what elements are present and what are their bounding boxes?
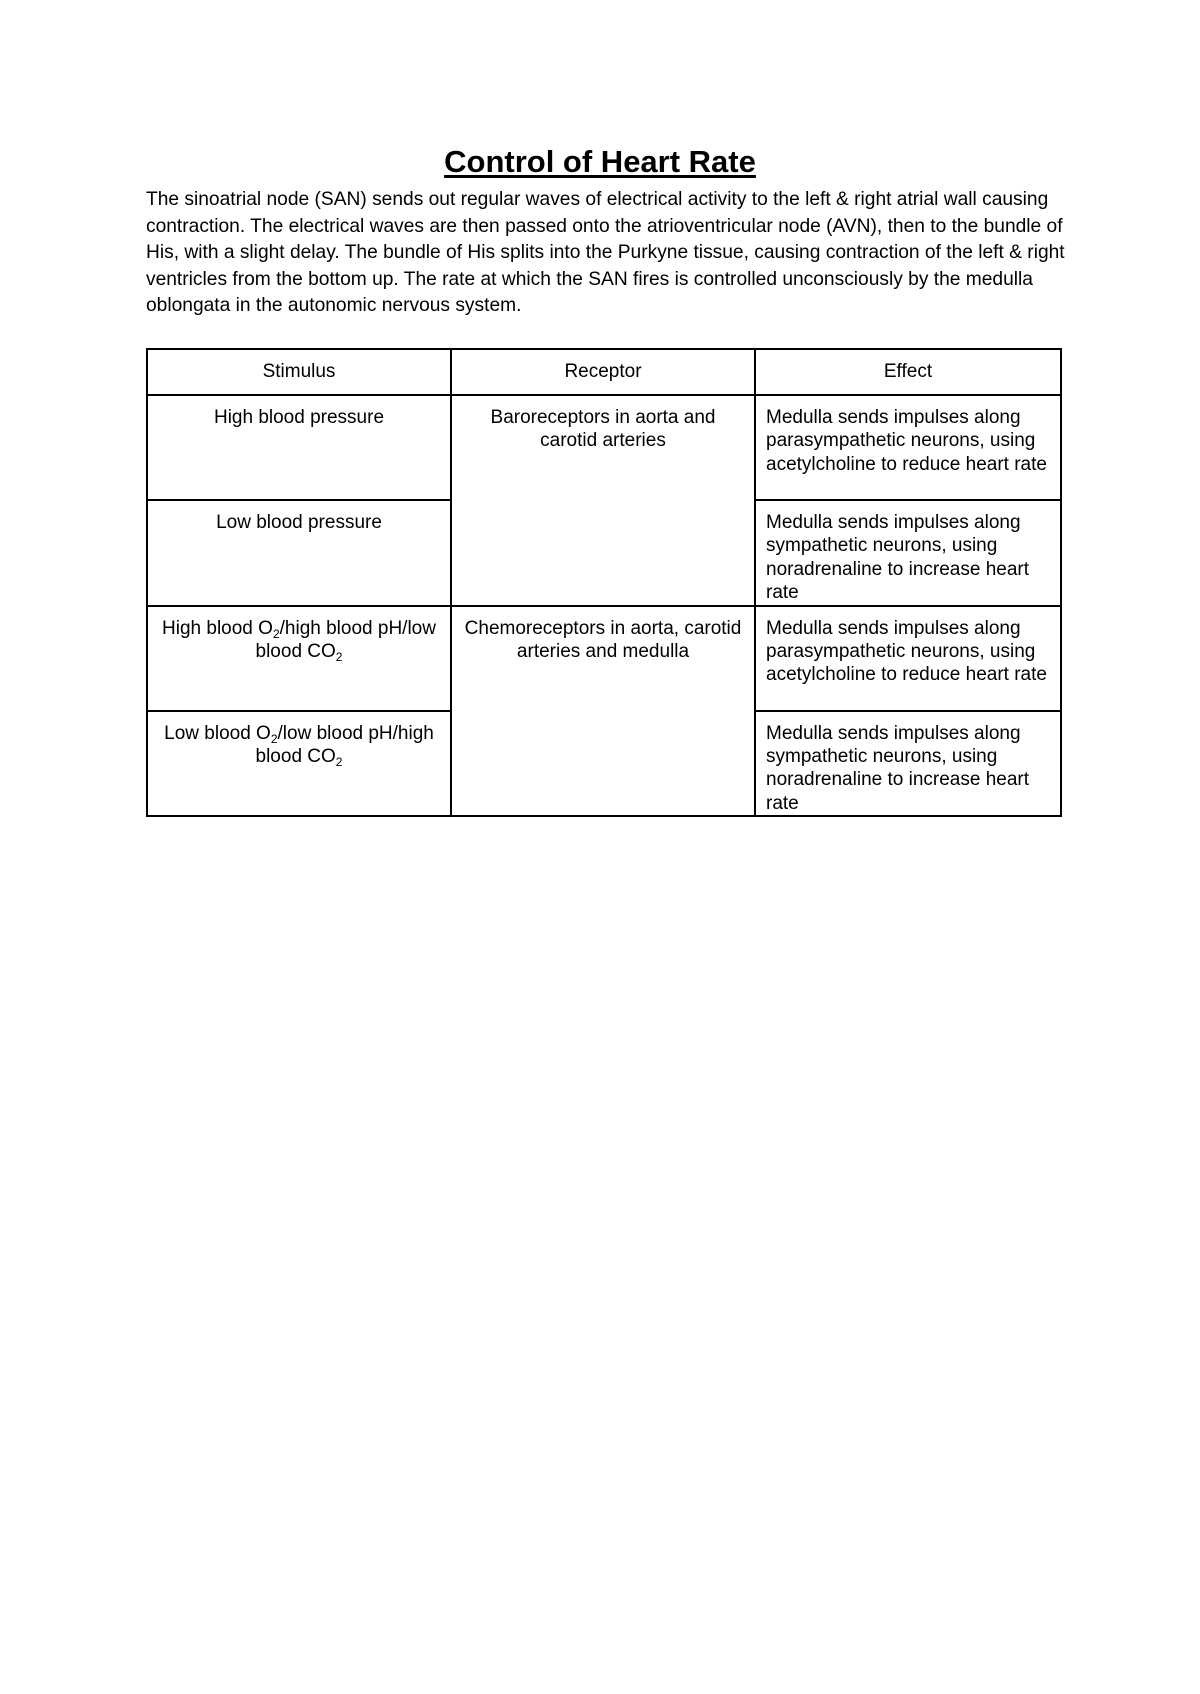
receptor-cell-chemoreceptors: Chemoreceptors in aorta, carotid arteries and medulla	[451, 606, 755, 817]
effect-cell: Medulla sends impulses along parasympathetic neurons, using acetylcholine to reduce heart rate	[755, 395, 1061, 500]
subscript: 2	[270, 731, 278, 746]
stimulus-cell: High blood pressure	[147, 395, 451, 500]
effect-cell: Medulla sends impulses along sympathetic neurons, using noradrenaline to increase heart rate	[755, 500, 1061, 606]
subscript: 2	[272, 626, 280, 641]
stimulus-text: /low blood pH/high blood CO	[255, 722, 434, 768]
receptor-cell-baroreceptors: Baroreceptors in aorta and carotid arteries	[451, 395, 755, 606]
intro-paragraph: The sinoatrial node (SAN) sends out regular waves of electrical activity to the left & right atrial wall causing contraction. The electrical waves are then passed onto the atrioventricular node (AVN), then to the bundle of His, with a slight delay. The bundle of His splits into the Purkyne tissue, causing contraction of the left & right ventricles from the bottom up. The rate at which the SAN fires is controlled unconsciously by the medulla oblongata in the autonomic nervous system.	[146, 189, 1065, 317]
table-header-row	[147, 349, 1061, 395]
subscript: 2	[335, 650, 343, 665]
stimulus-text: /high blood pH/low blood CO	[255, 617, 436, 663]
table-row	[147, 606, 1061, 711]
stimulus-cell	[147, 711, 451, 817]
effect-cell: Medulla sends impulses along parasympathetic neurons, using acetylcholine to reduce heart rate	[755, 606, 1061, 711]
stimulus-text: Low blood O	[164, 722, 271, 744]
table-row	[147, 395, 1061, 500]
effect-cell: Medulla sends impulses along sympathetic neurons, using noradrenaline to increase heart rate	[755, 711, 1061, 817]
header-effect: Effect	[755, 349, 1061, 395]
heart-rate-table	[146, 348, 1062, 817]
stimulus-cell	[147, 606, 451, 711]
subscript: 2	[335, 755, 343, 770]
header-stimulus: Stimulus	[147, 349, 451, 395]
stimulus-text: High blood O	[162, 617, 273, 639]
page-title: Control of Heart Rate	[444, 144, 756, 179]
stimulus-cell: Low blood pressure	[147, 500, 451, 606]
header-receptor: Receptor	[451, 349, 755, 395]
